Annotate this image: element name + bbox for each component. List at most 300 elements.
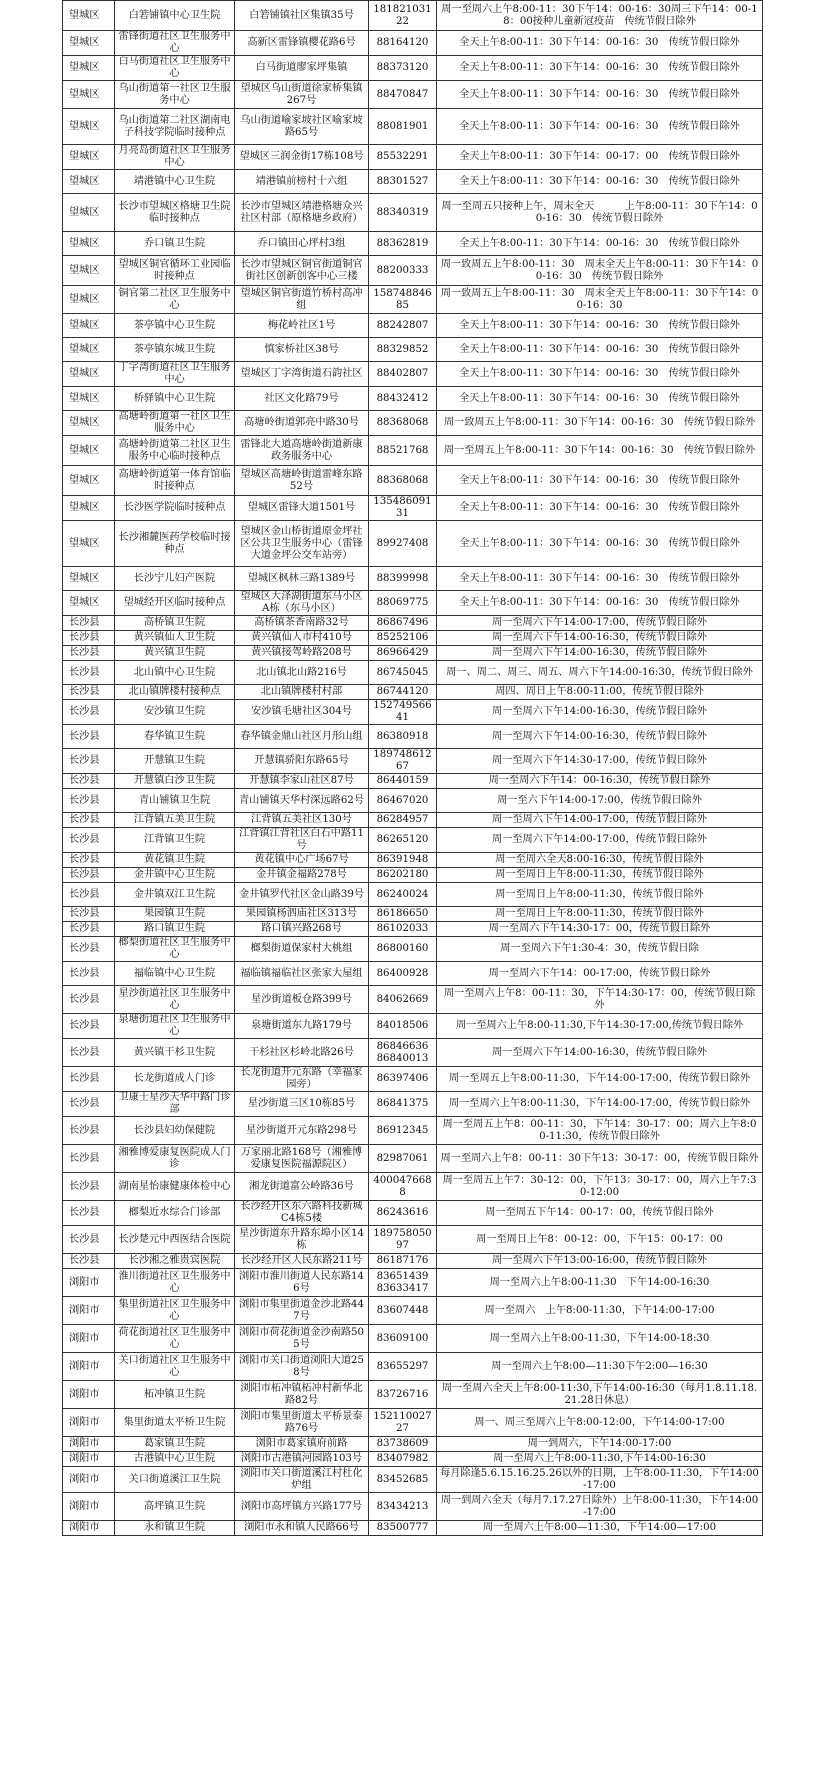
address-cell: 江背镇五美社区130号 — [235, 813, 369, 828]
site-name-cell: 星沙街道社区卫生服务中心 — [115, 986, 235, 1014]
address-cell: 慎家桥社区38号 — [235, 338, 369, 362]
phone-cell: 83607448 — [369, 1297, 437, 1325]
hours-cell: 周一至周六下午14：00-17:00，传统节假日除外 — [437, 962, 763, 986]
address-cell: 浏阳市荷花街道金沙南路505号 — [235, 1325, 369, 1353]
table-row — [63, 56, 763, 81]
hours-cell: 全天上午8:00-11：30下午14：00-16：30 传统节假日除外 — [437, 232, 763, 256]
hours-cell: 周一至周六下午14:00-16:30，传统节假日除外 — [437, 725, 763, 749]
phone-cell: 83434213 — [369, 1493, 437, 1521]
district-cell: 长沙县 — [63, 789, 115, 813]
site-name-cell: 永和镇卫生院 — [115, 1521, 235, 1536]
district-cell: 长沙县 — [63, 883, 115, 907]
table-row — [63, 1226, 763, 1254]
table-row — [63, 145, 763, 170]
phone-cell: 86744120 — [369, 685, 437, 700]
district-cell: 长沙县 — [63, 962, 115, 986]
hours-cell: 周一至周五上午8：00-11：30，下午14：30-17：00；周六上午8:00-11:30，传统节假日除外 — [437, 1117, 763, 1145]
table-row — [63, 1493, 763, 1521]
phone-cell: 88402807 — [369, 362, 437, 387]
district-cell: 长沙县 — [63, 774, 115, 789]
site-name-cell: 榔梨街道社区卫生服务中心 — [115, 937, 235, 962]
site-name-cell: 集里街道社区卫生服务中心 — [115, 1297, 235, 1325]
address-cell: 春华镇金鼎山社区月形山组 — [235, 725, 369, 749]
phone-cell: 88301527 — [369, 170, 437, 194]
district-cell: 望城区 — [63, 81, 115, 109]
phone-cell: 86800160 — [369, 937, 437, 962]
table-row — [63, 1173, 763, 1201]
address-cell: 星沙街道板仓路399号 — [235, 986, 369, 1014]
site-name-cell: 泉塘街道社区卫生服务中心 — [115, 1014, 235, 1039]
phone-cell: 86187176 — [369, 1254, 437, 1269]
phone-cell: 85252106 — [369, 631, 437, 646]
district-cell: 望城区 — [63, 521, 115, 567]
table-row — [63, 813, 763, 828]
table-row — [63, 1067, 763, 1092]
district-cell: 长沙县 — [63, 1039, 115, 1067]
site-name-cell: 望城区铜官循环工业园临时接种点 — [115, 256, 235, 286]
address-cell: 高塘岭街道郭亮中路30号 — [235, 411, 369, 436]
address-cell: 星沙街道开元东路298号 — [235, 1117, 369, 1145]
district-cell: 望城区 — [63, 109, 115, 145]
table-row — [63, 725, 763, 749]
hours-cell: 周一至周六下午14:00-17:00，传统节假日除外 — [437, 616, 763, 631]
phone-cell: 83609100 — [369, 1325, 437, 1353]
address-cell: 浏阳市集里街道金沙北路447号 — [235, 1297, 369, 1325]
table-row — [63, 828, 763, 853]
phone-cell: 88470847 — [369, 81, 437, 109]
phone-cell: 84018506 — [369, 1014, 437, 1039]
phone-cell: 83407982 — [369, 1452, 437, 1467]
hours-cell: 全天上午8:00-11：30下午14：00-16：30 传统节假日除外 — [437, 567, 763, 591]
site-name-cell: 长沙宁儿妇产医院 — [115, 567, 235, 591]
table-row — [63, 749, 763, 774]
phone-cell: 88368068 — [369, 411, 437, 436]
phone-cell: 83655297 — [369, 1353, 437, 1381]
phone-cell: 83726716 — [369, 1381, 437, 1409]
district-cell: 长沙县 — [63, 813, 115, 828]
table-row — [63, 1092, 763, 1117]
hours-cell: 全天上午8:00-11：30下午14：00-16：30 传统节假日除外 — [437, 387, 763, 411]
site-name-cell: 青山铺镇卫生院 — [115, 789, 235, 813]
table-row — [63, 646, 763, 661]
phone-cell: 88368068 — [369, 466, 437, 496]
address-cell: 长沙市望城区铜官街道铜官街社区创新创客中心三楼 — [235, 256, 369, 286]
hours-cell: 周一至周六下午14:00-16:30，传统节假日除外 — [437, 700, 763, 725]
site-name-cell: 葛家镇卫生院 — [115, 1437, 235, 1452]
district-cell: 长沙县 — [63, 1201, 115, 1226]
address-cell: 望城区三润金街17栋108号 — [235, 145, 369, 170]
table-row — [63, 286, 763, 314]
address-cell: 社区文化路79号 — [235, 387, 369, 411]
table-row — [63, 109, 763, 145]
site-name-cell: 丁字湾街道社区卫生服务中心 — [115, 362, 235, 387]
address-cell: 浏阳市关口街道浏阳大道258号 — [235, 1353, 369, 1381]
district-cell: 浏阳市 — [63, 1353, 115, 1381]
district-cell: 浏阳市 — [63, 1467, 115, 1493]
phone-cell: 86467020 — [369, 789, 437, 813]
address-cell: 长沙市望城区靖港格塘众兴社区村部（原格塘乡政府） — [235, 194, 369, 232]
address-cell: 长沙经开区人民东路211号 — [235, 1254, 369, 1269]
table-row — [63, 922, 763, 937]
hours-cell: 周一至周六 上午8:00-11:30，下午14:00-17:00 — [437, 1297, 763, 1325]
phone-cell: 86846636 86840013 — [369, 1039, 437, 1067]
vaccination-sites-table — [62, 0, 762, 1536]
address-cell: 北山镇北山路216号 — [235, 661, 369, 685]
site-name-cell: 雷锋街道社区卫生服务中心 — [115, 31, 235, 56]
address-cell: 榔梨街道保家村大桃组 — [235, 937, 369, 962]
hours-cell: 全天上午8:00-11：30下午14：00-16：30 传统节假日除外 — [437, 31, 763, 56]
site-name-cell: 卫康士星沙天华中路门诊部 — [115, 1092, 235, 1117]
district-cell: 长沙县 — [63, 1173, 115, 1201]
site-name-cell: 桥驿镇中心卫生院 — [115, 387, 235, 411]
site-name-cell: 黄兴镇卫生院 — [115, 646, 235, 661]
district-cell: 长沙县 — [63, 749, 115, 774]
table-row — [63, 194, 763, 232]
site-name-cell: 乌山街道第二社区湖南电子科技学院临时接种点 — [115, 109, 235, 145]
address-cell: 白箬铺镇社区集镇35号 — [235, 1, 369, 31]
site-name-cell: 开慧镇白沙卫生院 — [115, 774, 235, 789]
hours-cell: 周一至周六下午14:00-16:30，传统节假日除外 — [437, 1039, 763, 1067]
district-cell: 望城区 — [63, 286, 115, 314]
district-cell: 望城区 — [63, 436, 115, 466]
site-name-cell: 长龙街道成人门诊 — [115, 1067, 235, 1092]
district-cell: 长沙县 — [63, 616, 115, 631]
address-cell: 望城区高塘岭街道雷峰东路52号 — [235, 466, 369, 496]
hours-cell: 周一至周六下午14：00-16:30，传统节假日除外 — [437, 774, 763, 789]
table-row — [63, 81, 763, 109]
site-name-cell: 古港镇中心卫生院 — [115, 1452, 235, 1467]
address-cell: 望城区乌山街道徐家桥集镇267号 — [235, 81, 369, 109]
table-row — [63, 436, 763, 466]
district-cell: 长沙县 — [63, 853, 115, 868]
site-name-cell: 榔梨近水综合门诊部 — [115, 1201, 235, 1226]
district-cell: 望城区 — [63, 362, 115, 387]
hours-cell: 周一至周六下午14:30-17:00，传统节假日除外 — [437, 749, 763, 774]
hours-cell: 周一至周六下午14:00-16:30，传统节假日除外 — [437, 646, 763, 661]
hours-cell: 全天上午8:00-11：30下午14：00-16：30 传统节假日除外 — [437, 109, 763, 145]
phone-cell: 18182103122 — [369, 1, 437, 31]
site-name-cell: 长沙县妇幼保健院 — [115, 1117, 235, 1145]
phone-cell: 84062669 — [369, 986, 437, 1014]
site-name-cell: 黄兴镇仙人卫生院 — [115, 631, 235, 646]
district-cell: 望城区 — [63, 145, 115, 170]
site-name-cell: 高塘岭街道第一体育馆临时接种点 — [115, 466, 235, 496]
table-row — [63, 1269, 763, 1297]
hours-cell: 每月除逢5.6.15.16.25.26以外的日期，上午8:00-11:30，下午14:00-17:00 — [437, 1467, 763, 1493]
site-name-cell: 乌山街道第一社区卫生服务中心 — [115, 81, 235, 109]
address-cell: 靖港镇前榜村十六组 — [235, 170, 369, 194]
phone-cell: 86240024 — [369, 883, 437, 907]
address-cell: 黄花镇中心广场67号 — [235, 853, 369, 868]
address-cell: 梅花岭社区1号 — [235, 314, 369, 338]
address-cell: 乔口镇田心坪村3组 — [235, 232, 369, 256]
site-name-cell: 淮川街道社区卫生服务中心 — [115, 1269, 235, 1297]
address-cell: 浏阳市高坪镇方兴路177号 — [235, 1493, 369, 1521]
address-cell: 浏阳市古港镇河园路103号 — [235, 1452, 369, 1467]
district-cell: 浏阳市 — [63, 1381, 115, 1409]
table-row — [63, 868, 763, 883]
address-cell: 星沙街道东升路东埠小区14栋 — [235, 1226, 369, 1254]
address-cell: 开慧镇李家山社区87号 — [235, 774, 369, 789]
hours-cell: 全天上午8:00-11：30下午14：00-16：30 传统节假日除外 — [437, 81, 763, 109]
phone-cell: 15211002727 — [369, 1409, 437, 1437]
district-cell: 长沙县 — [63, 937, 115, 962]
hours-cell: 周一致周五上午8:00-11：30下午14：00-16：30 传统节假日除外 — [437, 411, 763, 436]
table-row — [63, 616, 763, 631]
hours-cell: 周一至周六上午8:00-11:30 下午14:00-16:30 — [437, 1269, 763, 1297]
site-name-cell: 高桥镇卫生院 — [115, 616, 235, 631]
phone-cell: 86380918 — [369, 725, 437, 749]
phone-cell: 86186650 — [369, 907, 437, 922]
site-name-cell: 江背镇五美卫生院 — [115, 813, 235, 828]
district-cell: 浏阳市 — [63, 1437, 115, 1452]
table-row — [63, 1521, 763, 1536]
hours-cell: 周一至周六上午8:00-11:30,下午14:30-17:00,传统节假日除外 — [437, 1014, 763, 1039]
address-cell: 望城区金山桥街道原金坪社区公共卫生服务中心（雷锋大道金坪公交车站旁） — [235, 521, 369, 567]
address-cell: 北山镇牌楼村村部 — [235, 685, 369, 700]
hours-cell: 周一、周三至周六上午8:00-12:00，下午14:00-17:00 — [437, 1409, 763, 1437]
phone-cell: 86440159 — [369, 774, 437, 789]
hours-cell: 周一到周六，下午14:00-17:00 — [437, 1437, 763, 1452]
hours-cell: 全天上午8:00-11：30下午14：00-16：30 传统节假日除外 — [437, 521, 763, 567]
table-row — [63, 170, 763, 194]
district-cell: 浏阳市 — [63, 1325, 115, 1353]
address-cell: 白马街道廖家坪集镇 — [235, 56, 369, 81]
hours-cell: 周一至周五只接种上午，周末全天 上午8:00-11：30下午14：00-16：30 传统节假日除外 — [437, 194, 763, 232]
site-name-cell: 关口街道社区卫生服务中心 — [115, 1353, 235, 1381]
site-name-cell: 长沙医学院临时接种点 — [115, 496, 235, 521]
site-name-cell: 长沙湘麓医药学校临时接种点 — [115, 521, 235, 567]
table-row — [63, 631, 763, 646]
table-row — [63, 521, 763, 567]
address-cell: 干杉社区杉岭北路26号 — [235, 1039, 369, 1067]
address-cell: 开慧镇骄阳东路65号 — [235, 749, 369, 774]
district-cell: 长沙县 — [63, 986, 115, 1014]
site-name-cell: 金井镇中心卫生院 — [115, 868, 235, 883]
hours-cell: 周一至周五下午14：00-17：00，传统节假日除外 — [437, 1201, 763, 1226]
hours-cell: 周一至周六全天上午8:00-11:30,下午14:00-16:30（每月1.8.11.18.21.28日休息） — [437, 1381, 763, 1409]
table-row — [63, 387, 763, 411]
district-cell: 望城区 — [63, 567, 115, 591]
district-cell: 望城区 — [63, 411, 115, 436]
table-row — [63, 937, 763, 962]
site-name-cell: 长沙市望城区格塘卫生院临时接种点 — [115, 194, 235, 232]
district-cell: 长沙县 — [63, 828, 115, 853]
hours-cell: 周一至周五上午7：30-12：00，下午13：30-17：00，周六上午7:30-12:00 — [437, 1173, 763, 1201]
phone-cell: 86397406 — [369, 1067, 437, 1092]
district-cell: 长沙县 — [63, 868, 115, 883]
district-cell: 长沙县 — [63, 1226, 115, 1254]
district-cell: 长沙县 — [63, 646, 115, 661]
address-cell: 浏阳市淮川街道人民东路146号 — [235, 1269, 369, 1297]
district-cell: 浏阳市 — [63, 1297, 115, 1325]
phone-cell: 86265120 — [369, 828, 437, 853]
hours-cell: 全天上午8:00-11：30下午14：00-16：30 传统节假日除外 — [437, 466, 763, 496]
site-name-cell: 北山镇中心卫生院 — [115, 661, 235, 685]
phone-cell: 4000476688 — [369, 1173, 437, 1201]
hours-cell: 周一至周日上午8:00-11:30，传统节假日除外 — [437, 868, 763, 883]
phone-cell: 85532291 — [369, 145, 437, 170]
site-name-cell: 黄兴镇干杉卫生院 — [115, 1039, 235, 1067]
hours-cell: 周一至周五上午8:00-11:30，下午14:00-17:00，传统节假日除外 — [437, 1067, 763, 1092]
table-row — [63, 314, 763, 338]
phone-cell: 83452685 — [369, 1467, 437, 1493]
site-name-cell: 福临镇中心卫生院 — [115, 962, 235, 986]
site-name-cell: 黄花镇卫生院 — [115, 853, 235, 868]
district-cell: 望城区 — [63, 466, 115, 496]
address-cell: 金井镇罗代社区金山路39号 — [235, 883, 369, 907]
phone-cell: 86391948 — [369, 853, 437, 868]
address-cell: 望城区丁字湾街道石韵社区 — [235, 362, 369, 387]
phone-cell: 83738609 — [369, 1437, 437, 1452]
site-name-cell: 白箬铺镇中心卫生院 — [115, 1, 235, 31]
phone-cell: 86102033 — [369, 922, 437, 937]
district-cell: 长沙县 — [63, 661, 115, 685]
hours-cell: 周一至周六上午8:00-11:30，下午14:00-17:00，传统节假日除外 — [437, 1092, 763, 1117]
hours-cell: 全天上午8:00-11：30下午14：00-16：30 传统节假日除外 — [437, 362, 763, 387]
phone-cell: 88373120 — [369, 56, 437, 81]
address-cell: 高桥镇茶香南路32号 — [235, 616, 369, 631]
phone-cell: 83500777 — [369, 1521, 437, 1536]
site-name-cell: 长沙楚元中西医结合医院 — [115, 1226, 235, 1254]
table-row — [63, 1452, 763, 1467]
hours-cell: 周一至周六上午8:00—11:30，下午14:00—17:00 — [437, 1521, 763, 1536]
hours-cell: 周一至周日上午8:00-11:30，传统节假日除外 — [437, 883, 763, 907]
table-row — [63, 256, 763, 286]
phone-cell: 18975805097 — [369, 1226, 437, 1254]
table-row — [63, 567, 763, 591]
table-row — [63, 31, 763, 56]
table-row — [63, 591, 763, 616]
site-name-cell: 高坪镇卫生院 — [115, 1493, 235, 1521]
site-name-cell: 高塘岭街道第一社区卫生服务中心 — [115, 411, 235, 436]
site-name-cell: 白马街道社区卫生服务中心 — [115, 56, 235, 81]
phone-cell: 88081901 — [369, 109, 437, 145]
table-row — [63, 496, 763, 521]
phone-cell: 88242807 — [369, 314, 437, 338]
address-cell: 望城区大泽湖街道东马小区A栋（东马小区） — [235, 591, 369, 616]
address-cell: 黄兴镇仙人市村410号 — [235, 631, 369, 646]
hours-cell: 周一至周六上午8:00-11:30,下午14:00-16:30 — [437, 1452, 763, 1467]
table-row — [63, 466, 763, 496]
site-name-cell: 金井镇双江卫生院 — [115, 883, 235, 907]
site-name-cell: 关口街道溪江卫生院 — [115, 1467, 235, 1493]
address-cell: 望城区铜官街道竹桥村高冲组 — [235, 286, 369, 314]
address-cell: 高新区雷锋镇樱花路6号 — [235, 31, 369, 56]
phone-cell: 83651439 83633417 — [369, 1269, 437, 1297]
table-row — [63, 1325, 763, 1353]
address-cell: 泉塘街道东九路179号 — [235, 1014, 369, 1039]
hours-cell: 周一至周六下午1:30-4：30，传统节假日除 — [437, 937, 763, 962]
address-cell: 安沙镇毛塘社区304号 — [235, 700, 369, 725]
site-name-cell: 靖港镇中心卫生院 — [115, 170, 235, 194]
district-cell: 长沙县 — [63, 631, 115, 646]
phone-cell: 18974861267 — [369, 749, 437, 774]
hours-cell: 周一至周六下午14:00-16:30，传统节假日除外 — [437, 631, 763, 646]
district-cell: 望城区 — [63, 31, 115, 56]
address-cell: 长龙街道开元东路（幸福家园旁） — [235, 1067, 369, 1092]
table-row — [63, 1254, 763, 1269]
phone-cell: 86400928 — [369, 962, 437, 986]
district-cell: 长沙县 — [63, 1067, 115, 1092]
hours-cell: 全天上午8:00-11：30下午14：00-16：30 传统节假日除外 — [437, 338, 763, 362]
table-row — [63, 362, 763, 387]
address-cell: 浏阳市永和镇人民路66号 — [235, 1521, 369, 1536]
hours-cell: 周一至周五上午8:00-11：30下午14：00-16：30 传统节假日除外 — [437, 436, 763, 466]
address-cell: 福临镇福临社区张家大屋组 — [235, 962, 369, 986]
hours-cell: 周一至周六上午8：00-11：30，下午14:30-17：00，传统节假日除外 — [437, 986, 763, 1014]
district-cell: 浏阳市 — [63, 1493, 115, 1521]
address-cell: 星沙街道三区10栋85号 — [235, 1092, 369, 1117]
site-name-cell: 北山镇牌楼村接种点 — [115, 685, 235, 700]
site-name-cell: 湖南星怡康健康体检中心 — [115, 1173, 235, 1201]
table-row — [63, 411, 763, 436]
site-name-cell: 铜官第二社区卫生服务中心 — [115, 286, 235, 314]
phone-cell: 86243616 — [369, 1201, 437, 1226]
site-name-cell: 柘冲镇卫生院 — [115, 1381, 235, 1409]
site-name-cell: 春华镇卫生院 — [115, 725, 235, 749]
district-cell: 望城区 — [63, 387, 115, 411]
phone-cell: 13548609131 — [369, 496, 437, 521]
phone-cell: 88329852 — [369, 338, 437, 362]
table-row — [63, 1409, 763, 1437]
site-name-cell: 开慧镇卫生院 — [115, 749, 235, 774]
site-name-cell: 路口镇卫生院 — [115, 922, 235, 937]
table-row — [63, 1201, 763, 1226]
table-row — [63, 883, 763, 907]
address-cell: 浏阳市葛家镇府前路 — [235, 1437, 369, 1452]
hours-cell: 全天上午8:00-11：30下午14：00-16：30 传统节假日除外 — [437, 170, 763, 194]
site-name-cell: 长沙湘之雅贵宾医院 — [115, 1254, 235, 1269]
district-cell: 浏阳市 — [63, 1521, 115, 1536]
district-cell: 望城区 — [63, 1, 115, 31]
hours-cell: 全天上午8:00-11：30下午14：00-16：30 传统节假日除外 — [437, 591, 763, 616]
phone-cell: 86202180 — [369, 868, 437, 883]
site-name-cell: 乔口镇卫生院 — [115, 232, 235, 256]
phone-cell: 86745045 — [369, 661, 437, 685]
phone-cell: 88432412 — [369, 387, 437, 411]
table-row — [63, 1145, 763, 1173]
site-name-cell: 集里街道太平桥卫生院 — [115, 1409, 235, 1437]
address-cell: 黄兴镇接驾岭路208号 — [235, 646, 369, 661]
hours-cell: 周一至周六下午14:00-17:00，传统节假日除外 — [437, 813, 763, 828]
table-row — [63, 1039, 763, 1067]
phone-cell: 86284957 — [369, 813, 437, 828]
phone-cell: 86841375 — [369, 1092, 437, 1117]
phone-cell: 88521768 — [369, 436, 437, 466]
hours-cell: 全天上午8:00-11：30下午14：00-17：00 传统节假日除外 — [437, 145, 763, 170]
phone-cell: 88164120 — [369, 31, 437, 56]
hours-cell: 周一至周六全天8:00-16:30，传统节假日除外 — [437, 853, 763, 868]
site-name-cell: 荷花街道社区卫生服务中心 — [115, 1325, 235, 1353]
district-cell: 长沙县 — [63, 725, 115, 749]
hours-cell: 周一致周五上午8:00-11：30 周末全天上午8:00-11：30下午14：00-16：30 传统节假日除外 — [437, 256, 763, 286]
table-row — [63, 661, 763, 685]
table-row — [63, 685, 763, 700]
address-cell: 乌山街道喻家坡社区喻家坡路65号 — [235, 109, 369, 145]
district-cell: 浏阳市 — [63, 1409, 115, 1437]
district-cell: 望城区 — [63, 170, 115, 194]
hours-cell: 周一到周六全天（每月7.17.27日除外）上午8:00-11:30，下午14:00-17:00 — [437, 1493, 763, 1521]
address-cell: 金井镇金福路278号 — [235, 868, 369, 883]
phone-cell: 86867496 — [369, 616, 437, 631]
district-cell: 浏阳市 — [63, 1269, 115, 1297]
hours-cell: 周一至周六上午8:00-11:30，下午14:00-18:30 — [437, 1325, 763, 1353]
hours-cell: 周一至周日上午8:00-11:30，传统节假日除外 — [437, 907, 763, 922]
hours-cell: 全天上午8:00-11：30下午14：00-16：30 传统节假日除外 — [437, 496, 763, 521]
table-row — [63, 1, 763, 31]
site-name-cell: 茶亭镇中心卫生院 — [115, 314, 235, 338]
